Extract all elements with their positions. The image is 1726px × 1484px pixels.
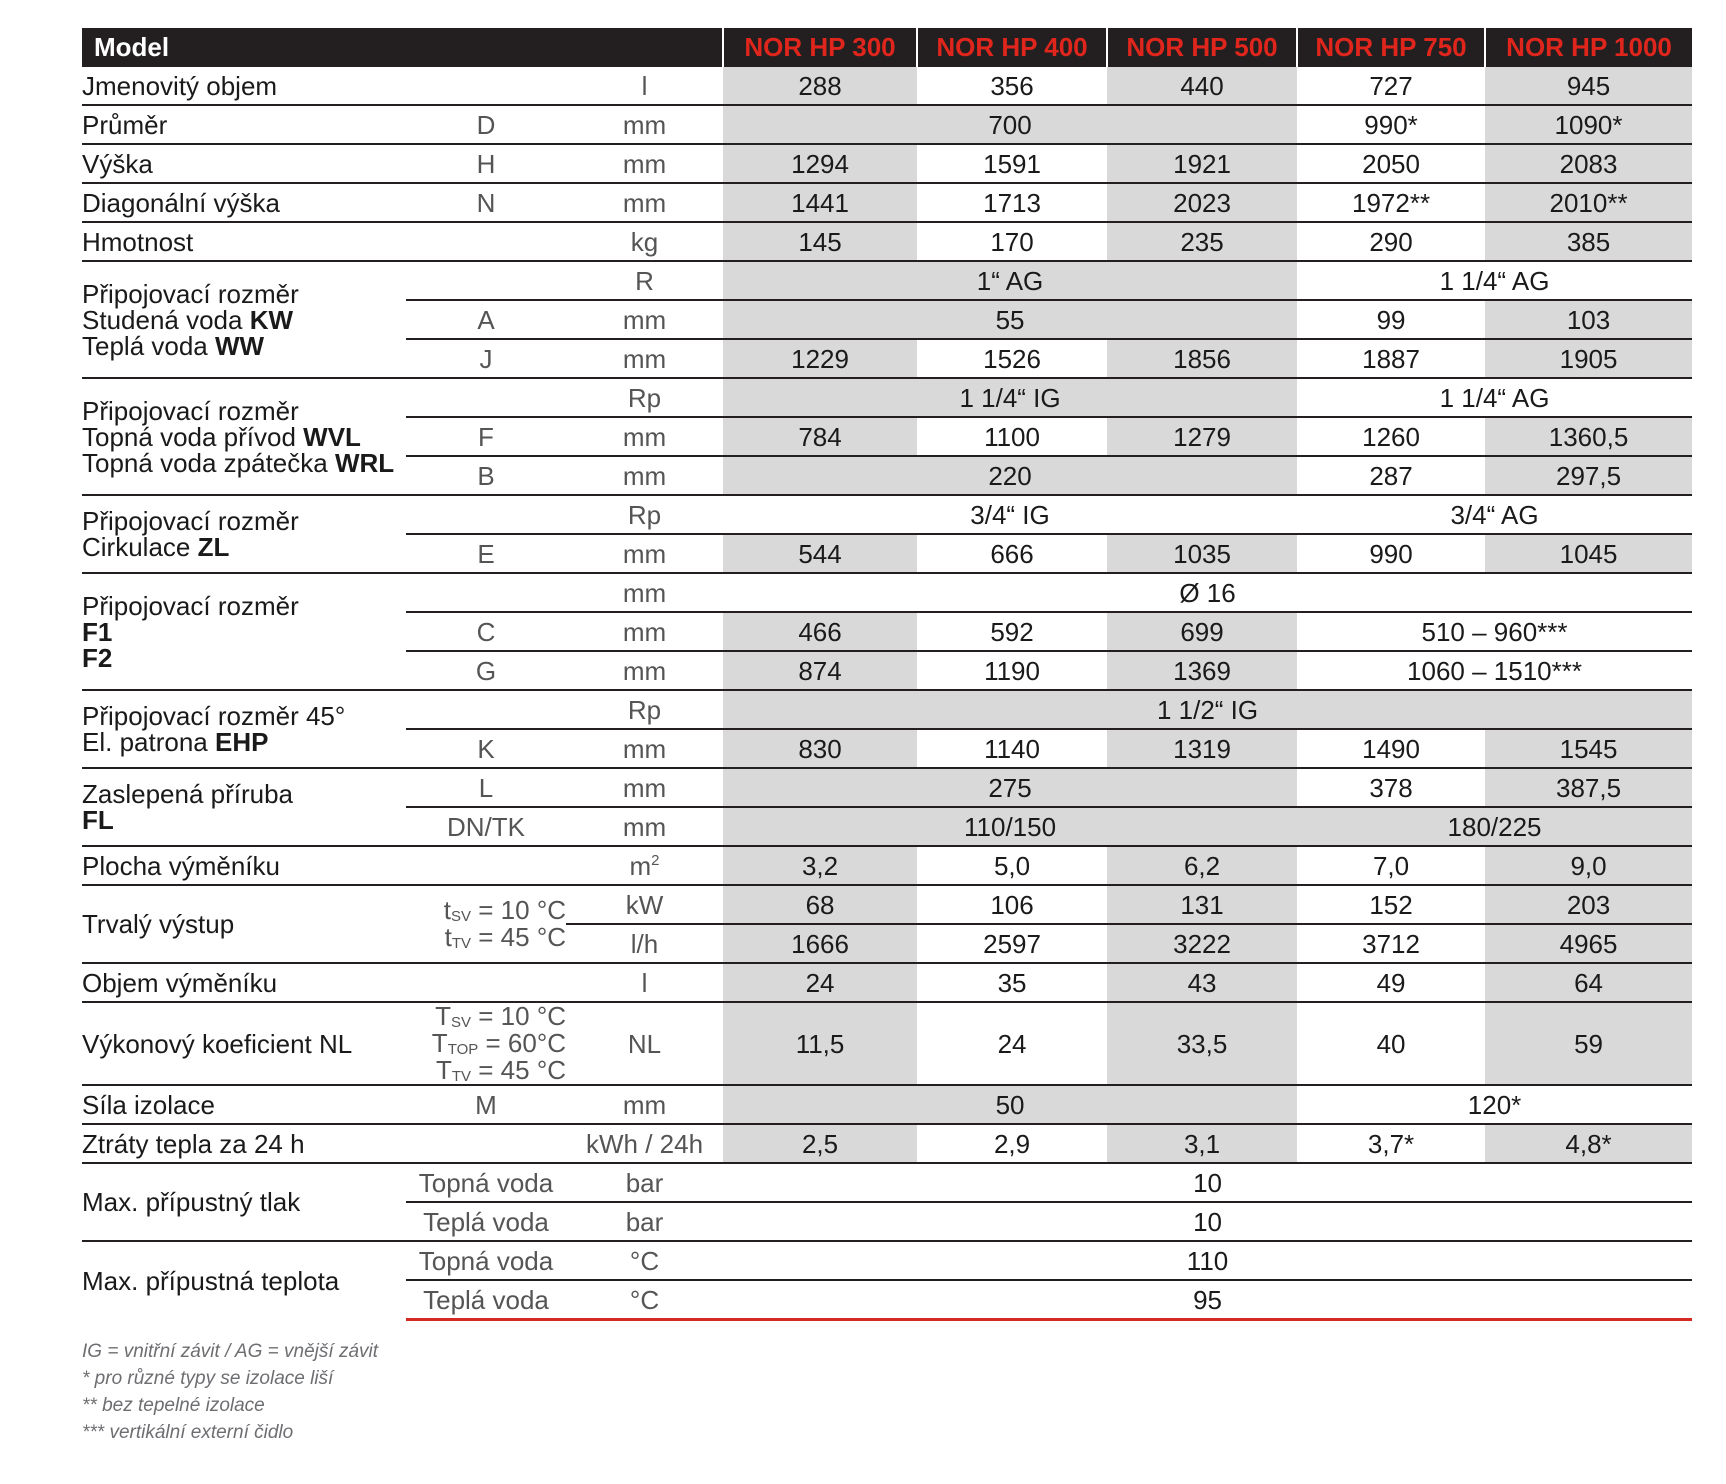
cell-value: 1905 <box>1485 339 1692 378</box>
table-row <box>82 222 1692 261</box>
table-row <box>82 1002 1692 1085</box>
cell-value: 1713 <box>917 183 1107 222</box>
row-label: Výkonový koeficient NL <box>82 1002 406 1085</box>
row-label-group <box>82 495 406 573</box>
cell-value: 99 <box>1297 300 1485 339</box>
cell-value: 356 <box>917 66 1107 105</box>
row-label: Plocha výměníku <box>82 846 406 885</box>
cell-value: 1360,5 <box>1485 417 1692 456</box>
cell-value: 1260 <box>1297 417 1485 456</box>
table-row <box>82 1163 1692 1202</box>
cell-value: 1887 <box>1297 339 1485 378</box>
cell-value: 510 – 960*** <box>1297 612 1692 651</box>
table-row <box>82 885 1692 924</box>
cell-value: 990* <box>1297 105 1485 144</box>
cell-value: 33,5 <box>1107 1002 1297 1085</box>
row-symbol: M <box>406 1085 566 1124</box>
row-unit: mm <box>566 456 723 495</box>
header-model-2: NOR HP 400 <box>917 28 1107 66</box>
cell-value: 106 <box>917 885 1107 924</box>
cell-value: 3712 <box>1297 924 1485 963</box>
cell-value: 387,5 <box>1485 768 1692 807</box>
row-symbol: K <box>406 729 566 768</box>
cell-value: 110/150 <box>723 807 1297 846</box>
table-row <box>82 1241 1692 1280</box>
row-unit: mm <box>566 417 723 456</box>
cell-value: 1035 <box>1107 534 1297 573</box>
cell-value: 1294 <box>723 144 917 183</box>
cell-value: 64 <box>1485 963 1692 1002</box>
cell-value: 288 <box>723 66 917 105</box>
cell-value: 1190 <box>917 651 1107 690</box>
row-unit: mm <box>566 807 723 846</box>
cell-value: 699 <box>1107 612 1297 651</box>
cell-value: 9,0 <box>1485 846 1692 885</box>
row-label: Připojovací rozměr <box>82 506 299 536</box>
row-unit: mm <box>566 144 723 183</box>
row-sublabel: FL <box>82 805 114 835</box>
cell-value: 131 <box>1107 885 1297 924</box>
cell-value: 10 <box>723 1202 1692 1241</box>
cell-value: 1 1/4“ AG <box>1297 378 1692 417</box>
row-label: Zaslepená příruba <box>82 779 294 809</box>
cell-value: 40 <box>1297 1002 1485 1085</box>
row-sublabel: El. patrona EHP <box>82 727 269 757</box>
table-row <box>82 183 1692 222</box>
table-row <box>82 573 1692 612</box>
row-symbol: L <box>406 768 566 807</box>
row-label: Hmotnost <box>82 222 406 261</box>
row-symbol: E <box>406 534 566 573</box>
footnote: IG = vnitřní závit / AG = vnější závit <box>82 1341 379 1362</box>
footnotes <box>82 1338 378 1446</box>
row-sublabel: Teplá voda WW <box>82 330 265 361</box>
cell-value: 1666 <box>723 924 917 963</box>
cell-value: 1856 <box>1107 339 1297 378</box>
cell-value: 3/4“ AG <box>1297 495 1692 534</box>
cell-value: 4,8* <box>1485 1124 1692 1163</box>
cell-value: 43 <box>1107 963 1297 1002</box>
cell-value: 3,7* <box>1297 1124 1485 1163</box>
row-unit: mm <box>566 183 723 222</box>
cell-value: 2,9 <box>917 1124 1107 1163</box>
cell-value: 592 <box>917 612 1107 651</box>
row-sublabel: Topná voda přívod WVL <box>82 421 361 452</box>
row-symbol: G <box>406 651 566 690</box>
cell-value: 49 <box>1297 963 1485 1002</box>
cell-value: 1“ AG <box>723 261 1297 300</box>
cell-value: 784 <box>723 417 917 456</box>
row-condition: Topná voda <box>406 1163 566 1202</box>
row-condition: Teplá voda <box>406 1280 566 1320</box>
row-symbol: B <box>406 456 566 495</box>
cell-value: 378 <box>1297 768 1485 807</box>
row-label: Síla izolace <box>82 1085 406 1124</box>
footnote: ** bez tepelné izolace <box>82 1395 265 1416</box>
cell-value: 945 <box>1485 66 1692 105</box>
row-label-group <box>82 573 406 690</box>
table-row <box>82 144 1692 183</box>
cell-value: 220 <box>723 456 1297 495</box>
header-model-3: NOR HP 500 <box>1107 28 1297 66</box>
cell-value: 830 <box>723 729 917 768</box>
table-row <box>82 768 1692 807</box>
row-label-group <box>82 378 406 495</box>
cell-value: 1319 <box>1107 729 1297 768</box>
table-row <box>82 378 1692 417</box>
row-unit: mm <box>566 105 723 144</box>
cell-value: 1279 <box>1107 417 1297 456</box>
cell-value: 203 <box>1485 885 1692 924</box>
cell-value: 4965 <box>1485 924 1692 963</box>
cell-value: 1526 <box>917 339 1107 378</box>
table-row <box>82 495 1692 534</box>
header-model-5: NOR HP 1000 <box>1485 28 1692 66</box>
cell-value: 95 <box>723 1280 1692 1320</box>
row-sublabel: Studená voda KW <box>82 304 294 335</box>
cell-value: 3222 <box>1107 924 1297 963</box>
cell-value: 145 <box>723 222 917 261</box>
cell-value: 1 1/4“ IG <box>723 378 1297 417</box>
cell-value: 10 <box>723 1163 1692 1202</box>
cell-value: 2050 <box>1297 144 1485 183</box>
row-sublabel: F1 <box>82 616 113 647</box>
row-condition: Topná voda <box>406 1241 566 1280</box>
cell-value: 385 <box>1485 222 1692 261</box>
cell-value: 11,5 <box>723 1002 917 1085</box>
row-sublabel: F2 <box>82 642 113 673</box>
row-condition: $T_{SV} = 10$ °C $T_{TOP} = 60^\circ C$ $T_{TV} = 45$ °C <box>406 1002 566 1085</box>
cell-value: 1490 <box>1297 729 1485 768</box>
cell-value: 120* <box>1297 1085 1692 1124</box>
row-unit: mm <box>566 729 723 768</box>
cell-value: 24 <box>723 963 917 1002</box>
cell-value: 2597 <box>917 924 1107 963</box>
cell-value: 180/225 <box>1297 807 1692 846</box>
table-row <box>82 1085 1692 1124</box>
cell-value: 1972** <box>1297 183 1485 222</box>
row-unit: l <box>566 66 723 105</box>
row-unit: bar <box>566 1202 723 1241</box>
cell-value: 874 <box>723 651 917 690</box>
cell-value: 1 1/2“ IG <box>723 690 1692 729</box>
cell-value: 235 <box>1107 222 1297 261</box>
row-unit: mm <box>566 339 723 378</box>
cell-value: 7,0 <box>1297 846 1485 885</box>
footnote: * pro různé typy se izolace liší <box>82 1368 334 1389</box>
cell-value: 1 1/4“ AG <box>1297 261 1692 300</box>
cell-value: 110 <box>723 1241 1692 1280</box>
row-label: Ztráty tepla za 24 h <box>82 1124 406 1163</box>
cell-value: 666 <box>917 534 1107 573</box>
cell-value: 700 <box>723 105 1297 144</box>
row-unit: mm <box>566 300 723 339</box>
cell-value: 152 <box>1297 885 1485 924</box>
row-unit: mm <box>566 573 723 612</box>
table-row <box>82 261 1692 300</box>
cell-value: 35 <box>917 963 1107 1002</box>
row-unit: kW <box>566 885 723 924</box>
row-label: Výška <box>82 144 406 183</box>
row-label: Max. přípustný tlak <box>82 1163 406 1241</box>
footnote: *** vertikální externí čidlo <box>82 1422 294 1443</box>
row-unit: kWh / 24h <box>566 1124 723 1163</box>
cell-value: 1229 <box>723 339 917 378</box>
cell-value: 1921 <box>1107 144 1297 183</box>
cell-value: 544 <box>723 534 917 573</box>
cell-value: 3/4“ IG <box>723 495 1297 534</box>
cell-value: 990 <box>1297 534 1485 573</box>
cell-value: 1441 <box>723 183 917 222</box>
row-label-group <box>82 768 406 846</box>
row-label: Jmenovitý objem <box>82 66 406 105</box>
row-label: Připojovací rozměr <box>82 278 299 309</box>
row-unit: mm <box>566 1085 723 1124</box>
cell-value: 2023 <box>1107 183 1297 222</box>
row-unit: mm <box>566 768 723 807</box>
row-symbol: H <box>406 144 566 183</box>
table-row <box>82 105 1692 144</box>
header-row <box>82 28 1692 66</box>
cell-value: 1591 <box>917 144 1107 183</box>
cell-value: 287 <box>1297 456 1485 495</box>
cell-value: 727 <box>1297 66 1485 105</box>
cell-value: 1545 <box>1485 729 1692 768</box>
row-unit: mm <box>566 612 723 651</box>
row-unit: °C <box>566 1241 723 1280</box>
table-row <box>82 846 1692 885</box>
row-unit: °C <box>566 1280 723 1320</box>
cell-value: 5,0 <box>917 846 1107 885</box>
cell-value: 290 <box>1297 222 1485 261</box>
row-symbol: D <box>406 105 566 144</box>
spec-table <box>82 28 1692 1321</box>
header-model-1: NOR HP 300 <box>723 28 917 66</box>
cell-value: 1045 <box>1485 534 1692 573</box>
cell-value: 1100 <box>917 417 1107 456</box>
row-unit: Rp <box>566 690 723 729</box>
row-symbol: C <box>406 612 566 651</box>
row-symbol: N <box>406 183 566 222</box>
header-model-4: NOR HP 750 <box>1297 28 1485 66</box>
row-unit: mm <box>566 534 723 573</box>
row-sublabel: Cirkulace ZL <box>82 532 230 562</box>
row-unit: l <box>566 963 723 1002</box>
cell-value: 466 <box>723 612 917 651</box>
cell-value: 3,1 <box>1107 1124 1297 1163</box>
cell-value: 297,5 <box>1485 456 1692 495</box>
row-condition: Teplá voda <box>406 1202 566 1241</box>
table-row <box>82 963 1692 1002</box>
table-row <box>82 66 1692 105</box>
header-model-label: Model <box>82 28 723 66</box>
cell-value: 55 <box>723 300 1297 339</box>
row-unit: R <box>566 261 723 300</box>
row-symbol: A <box>406 300 566 339</box>
row-symbol: J <box>406 339 566 378</box>
row-label: Diagonální výška <box>82 183 406 222</box>
row-unit: mm <box>566 651 723 690</box>
cell-value: 2,5 <box>723 1124 917 1163</box>
row-symbol: DN/TK <box>406 807 566 846</box>
cell-value: 6,2 <box>1107 846 1297 885</box>
cell-value: 1140 <box>917 729 1107 768</box>
cell-value: Ø 16 <box>723 573 1692 612</box>
row-unit: $m^2$ <box>566 846 723 885</box>
row-condition: $t_{SV} = 10$ °C $t_{TV} = 45$ °C <box>406 885 566 963</box>
row-label: Trvalý výstup <box>82 885 406 963</box>
cell-value: 170 <box>917 222 1107 261</box>
row-unit: Rp <box>566 378 723 417</box>
cell-value: 1090* <box>1485 105 1692 144</box>
cell-value: 275 <box>723 768 1297 807</box>
row-label: Připojovací rozměr 45° <box>82 701 346 731</box>
spec-table-container <box>82 28 1692 1321</box>
row-unit: l/h <box>566 924 723 963</box>
cell-value: 3,2 <box>723 846 917 885</box>
cell-value: 103 <box>1485 300 1692 339</box>
row-label: Objem výměníku <box>82 963 406 1002</box>
row-label-group <box>82 690 406 768</box>
cell-value: 1060 – 1510*** <box>1297 651 1692 690</box>
cell-value: 2083 <box>1485 144 1692 183</box>
row-label: Max. přípustná teplota <box>82 1241 406 1320</box>
table-row <box>82 1124 1692 1163</box>
row-label: Průměr <box>82 105 406 144</box>
cell-value: 2010** <box>1485 183 1692 222</box>
cell-value: 68 <box>723 885 917 924</box>
cell-value: 24 <box>917 1002 1107 1085</box>
cell-value: 440 <box>1107 66 1297 105</box>
cell-value: 59 <box>1485 1002 1692 1085</box>
row-symbol: F <box>406 417 566 456</box>
row-sublabel: Topná voda zpátečka WRL <box>82 447 395 478</box>
row-label: Připojovací rozměr <box>82 395 299 426</box>
cell-value: 1369 <box>1107 651 1297 690</box>
table-row <box>82 690 1692 729</box>
cell-value: 50 <box>723 1085 1297 1124</box>
row-unit: NL <box>566 1002 723 1085</box>
row-unit: kg <box>566 222 723 261</box>
row-unit: Rp <box>566 495 723 534</box>
row-label: Připojovací rozměr <box>82 590 299 621</box>
row-label-group <box>82 261 406 378</box>
row-unit: bar <box>566 1163 723 1202</box>
